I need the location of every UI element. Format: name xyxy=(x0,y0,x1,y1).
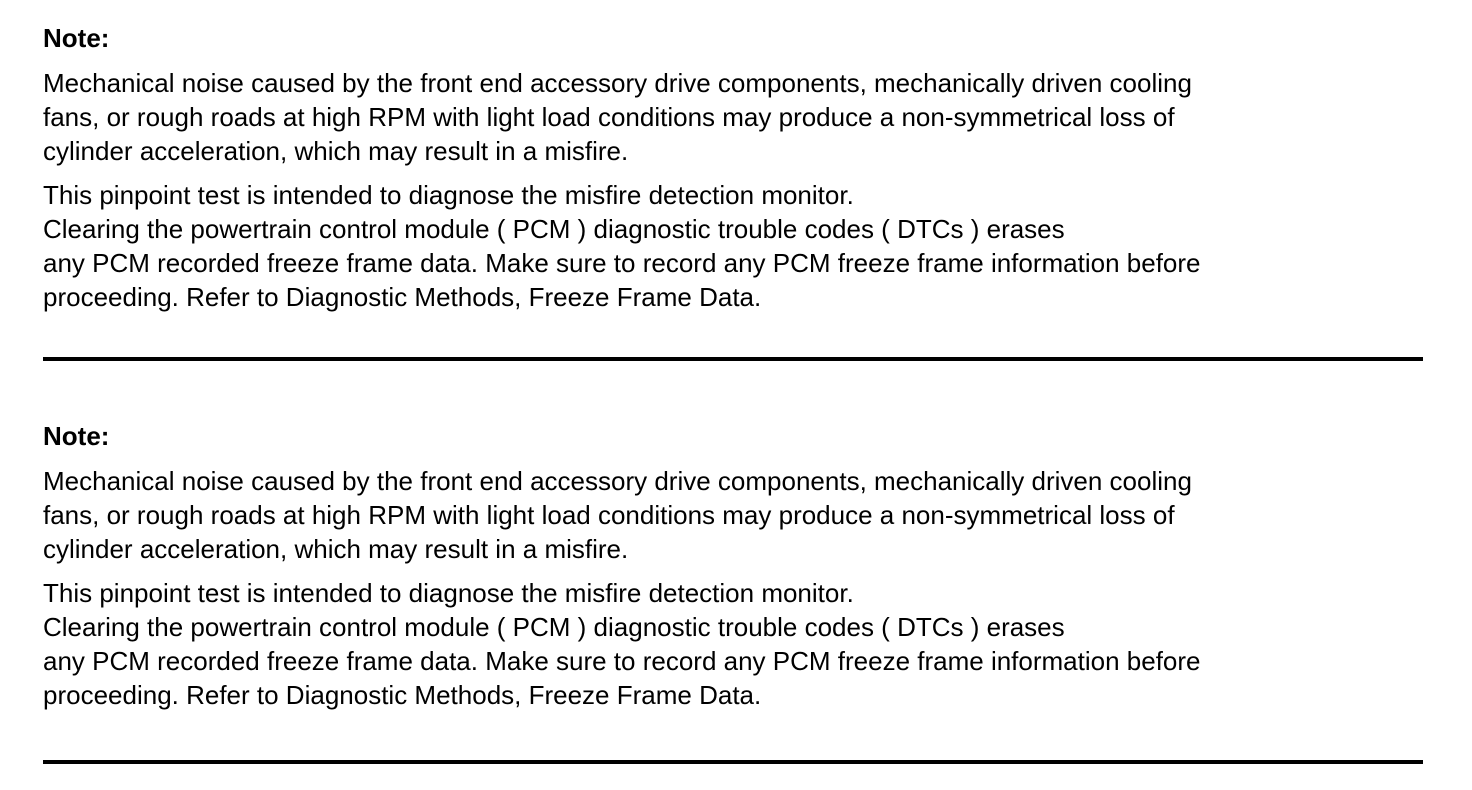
text-line: cylinder acceleration, which may result in a misfire. xyxy=(43,534,629,564)
text-line: Clearing the powertrain control module ( PCM ) diagnostic trouble codes ( DTCs ) erases xyxy=(43,612,1065,642)
note-block-1 xyxy=(43,22,1425,314)
text-line: This pinpoint test is intended to diagnose the misfire detection monitor. xyxy=(43,180,854,210)
section-divider xyxy=(43,760,1423,764)
text-line: fans, or rough roads at high RPM with light load conditions may produce a non-symmetrical loss of xyxy=(43,102,1175,132)
note-paragraph-1 xyxy=(43,66,1425,168)
text-line: Mechanical noise caused by the front end accessory drive components, mechanically driven cooling xyxy=(43,68,1192,98)
note-block-2 xyxy=(43,420,1425,712)
text-line: proceeding. Refer to Diagnostic Methods, Freeze Frame Data. xyxy=(43,680,762,710)
note-label: Note: xyxy=(43,421,110,451)
text-line: Mechanical noise caused by the front end accessory drive components, mechanically driven cooling xyxy=(43,466,1192,496)
text-line: any PCM recorded freeze frame data. Make sure to record any PCM freeze frame information before xyxy=(43,248,1201,278)
text-line: This pinpoint test is intended to diagnose the misfire detection monitor. xyxy=(43,578,854,608)
note-paragraph-1 xyxy=(43,464,1425,566)
note-label: Note: xyxy=(43,23,110,53)
note-paragraph-2 xyxy=(43,178,1425,314)
text-line: fans, or rough roads at high RPM with light load conditions may produce a non-symmetrical loss of xyxy=(43,500,1175,530)
section-divider xyxy=(43,357,1423,361)
text-line: proceeding. Refer to Diagnostic Methods, Freeze Frame Data. xyxy=(43,282,762,312)
text-line: Clearing the powertrain control module ( PCM ) diagnostic trouble codes ( DTCs ) erases xyxy=(43,214,1065,244)
text-line: cylinder acceleration, which may result in a misfire. xyxy=(43,136,629,166)
text-line: any PCM recorded freeze frame data. Make sure to record any PCM freeze frame information before xyxy=(43,646,1201,676)
note-paragraph-2 xyxy=(43,576,1425,712)
